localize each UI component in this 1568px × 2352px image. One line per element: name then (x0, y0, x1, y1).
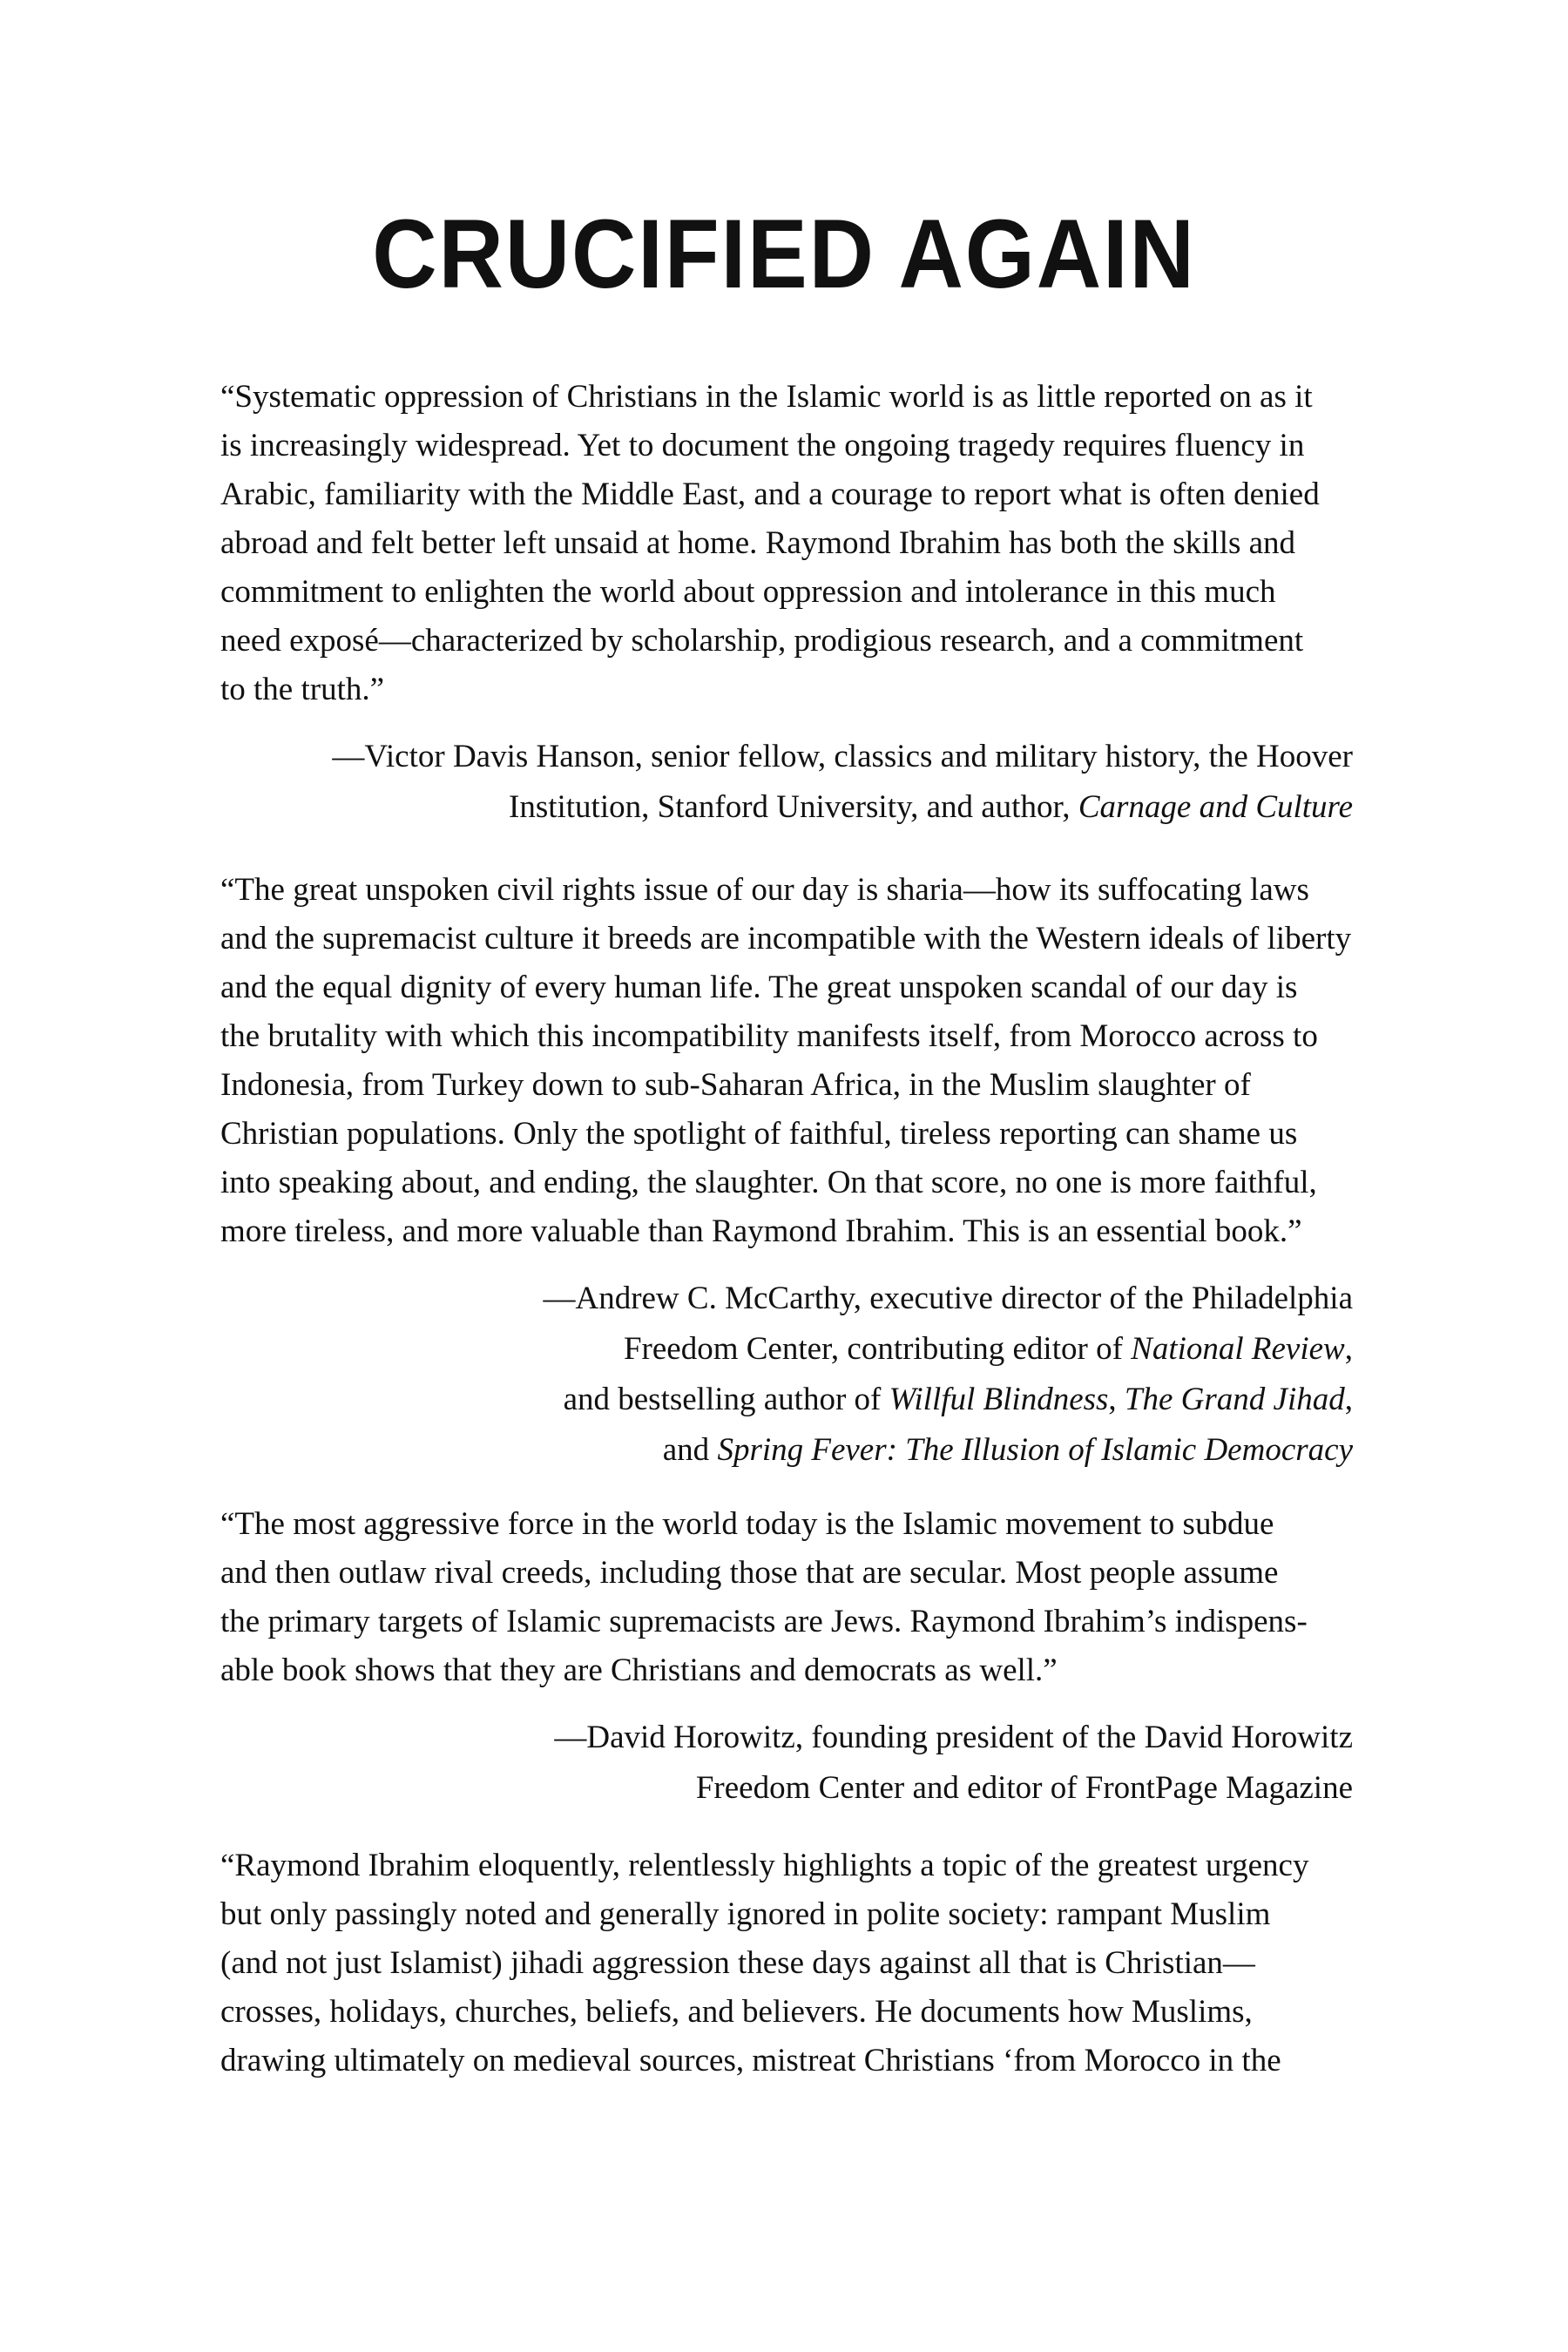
punctuation: , (1108, 1382, 1117, 1417)
quote-line: the primary targets of Islamic supremacists are Jews. Raymond Ibrahim’s indispens- (220, 1604, 1308, 1639)
work-title: The Grand Jihad (1124, 1382, 1345, 1417)
endorsement-attribution (220, 1713, 1353, 1814)
attribution-line: —Andrew C. McCarthy, executive director of the Philadelphia (543, 1281, 1353, 1316)
book-title: CRUCIFIED AGAIN (372, 199, 1196, 308)
quote-line: “The most aggressive force in the world today is the Islamic movement to subdue (220, 1506, 1274, 1542)
attribution-text: Freedom Center, contributing editor of (623, 1331, 1123, 1367)
endorsement-attribution (220, 732, 1353, 833)
attribution-text: and (662, 1432, 710, 1468)
quote-line: but only passingly noted and generally ignored in polite society: rampant Muslim (220, 1896, 1271, 1932)
work-title: Willful Blindness (889, 1382, 1109, 1417)
quote-line: commitment to enlighten the world about oppression and intolerance in this much (220, 574, 1276, 610)
quote-line: Indonesia, from Turkey down to sub-Saharan Africa, in the Muslim slaughter of (220, 1067, 1251, 1103)
attribution-text: and bestselling author of (563, 1382, 882, 1417)
quote-line: into speaking about, and ending, the slaughter. On that score, no one is more faithful, (220, 1165, 1317, 1200)
work-title: Carnage and Culture (1078, 789, 1353, 825)
quote-line: Christian populations. Only the spotlight of faithful, tireless reporting can shame us (220, 1116, 1298, 1152)
quote-line: “Systematic oppression of Christians in the Islamic world is as little reported on as it (220, 379, 1313, 415)
attribution-line (220, 1375, 1353, 1425)
attribution-line: —David Horowitz, founding president of the David Horowitz (554, 1720, 1353, 1755)
quote-line: to the truth.” (220, 672, 385, 707)
quote-line: “The great unspoken civil rights issue of our day is sharia—how its suffocating laws (220, 872, 1309, 908)
attribution-line (220, 1324, 1353, 1375)
attribution-line (220, 782, 1353, 833)
punctuation: , (1344, 1382, 1353, 1417)
endorsement-attribution (220, 1274, 1353, 1476)
endorsement-partial (220, 1842, 1353, 2085)
quote-line: need exposé—characterized by scholarship, prodigious research, and a commitment (220, 623, 1304, 659)
quote-line: “Raymond Ibrahim eloquently, relentlessly highlights a topic of the greatest urgency (220, 1848, 1309, 1883)
quote-line: and the supremacist culture it breeds are incompatible with the Western ideals of liberty (220, 921, 1352, 956)
quote-line: (and not just Islamist) jihadi aggression these days against all that is Christian— (220, 1945, 1255, 1981)
endorsement-quote (220, 373, 1353, 714)
attribution-line (220, 1425, 1353, 1476)
quote-line: the brutality with which this incompatibility manifests itself, from Morocco across to (220, 1018, 1318, 1054)
quote-line: able book shows that they are Christians and democrats as well.” (220, 1652, 1058, 1688)
endorsement-quote (220, 1500, 1353, 1695)
quote-line: and then outlaw rival creeds, including those that are secular. Most people assume (220, 1555, 1279, 1591)
work-title: Spring Fever: The Illusion of Islamic Democracy (717, 1432, 1353, 1468)
attribution-line: Freedom Center and editor of FrontPage Magazine (695, 1770, 1353, 1806)
quote-line: Arabic, familiarity with the Middle East, and a courage to report what is often denied (220, 476, 1320, 512)
quote-line: abroad and felt better left unsaid at home. Raymond Ibrahim has both the skills and (220, 525, 1296, 561)
quote-line: more tireless, and more valuable than Raymond Ibrahim. This is an essential book.” (220, 1213, 1302, 1249)
attribution-text: Institution, Stanford University, and author, (509, 789, 1071, 825)
quote-line: is increasingly widespread. Yet to document the ongoing tragedy requires fluency in (220, 428, 1305, 463)
quote-line: and the equal dignity of every human life. The great unspoken scandal of our day is (220, 970, 1298, 1005)
endorsement-hanson (220, 373, 1353, 833)
endorsement-horowitz (220, 1500, 1353, 1814)
quote-line: drawing ultimately on medieval sources, mistreat Christians ‘from Morocco in the (220, 2043, 1281, 2078)
endorsement-quote (220, 1842, 1353, 2085)
attribution-line: —Victor Davis Hanson, senior fellow, classics and military history, the Hoover (332, 739, 1353, 774)
endorsement-mccarthy (220, 866, 1353, 1476)
quote-line: crosses, holidays, churches, beliefs, and believers. He documents how Muslims, (220, 1994, 1253, 2030)
punctuation: , (1344, 1331, 1353, 1367)
endorsement-quote (220, 866, 1353, 1256)
work-title: National Review (1131, 1331, 1345, 1367)
